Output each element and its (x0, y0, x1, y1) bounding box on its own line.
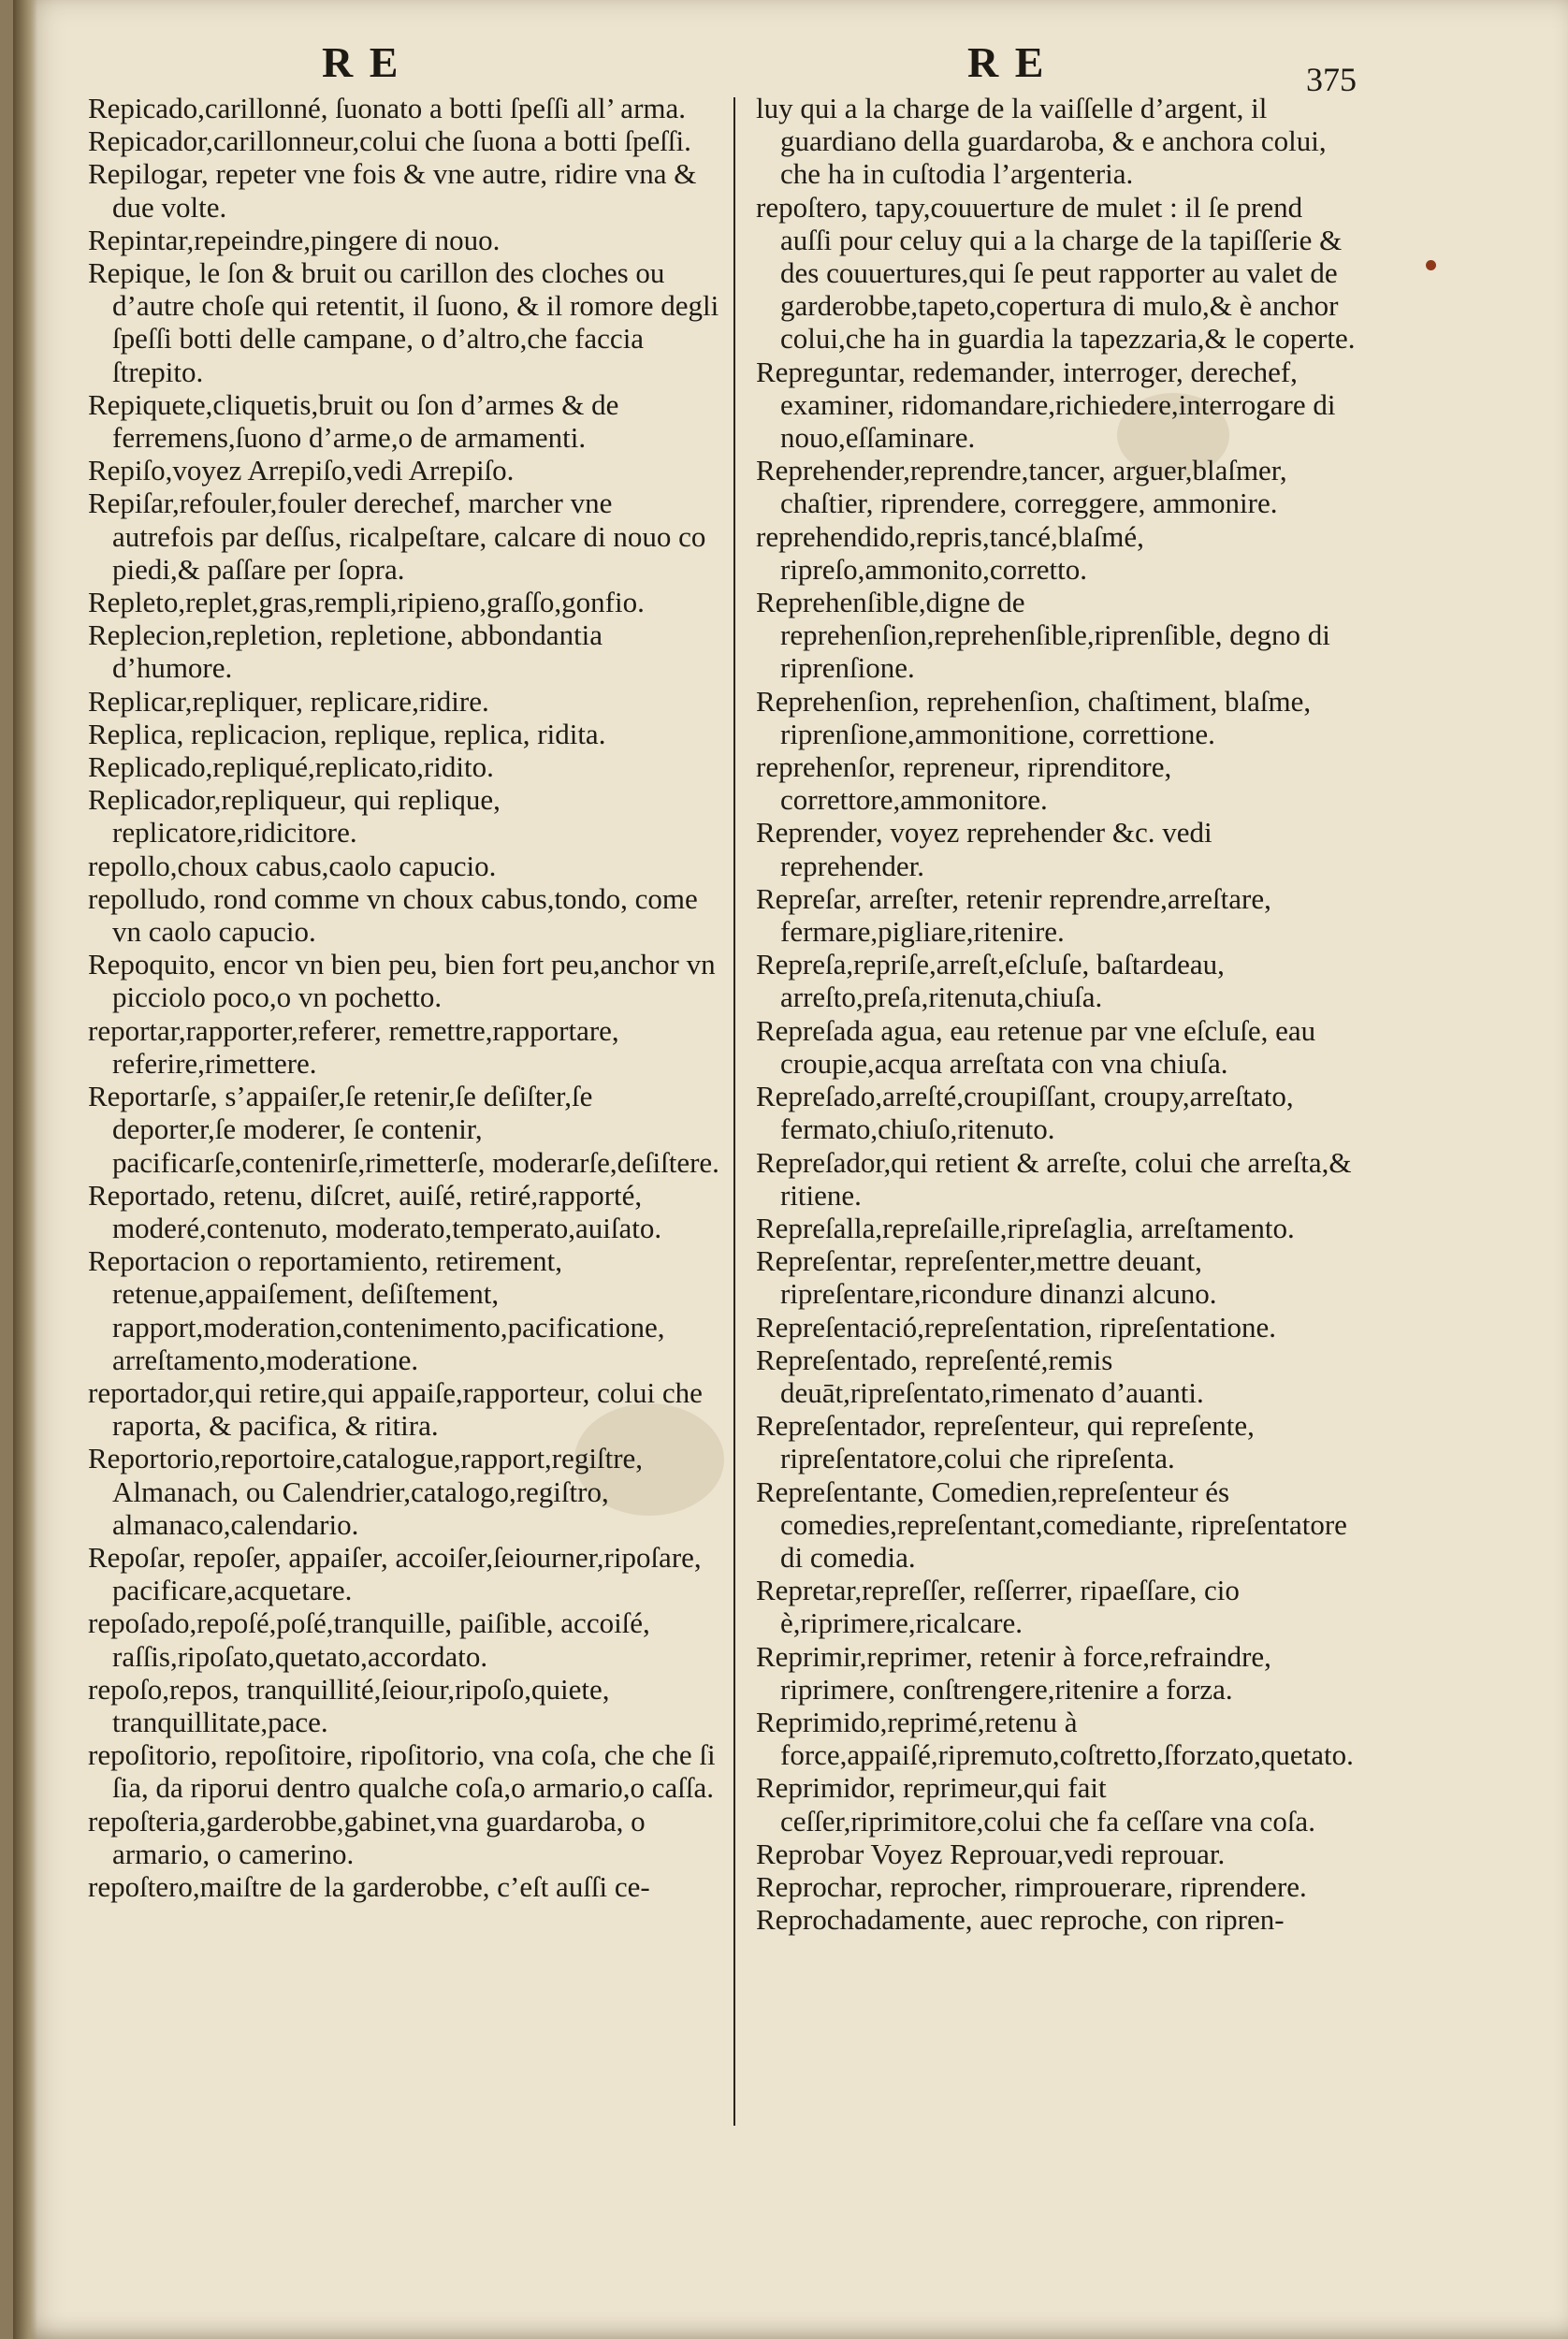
dictionary-entry: Reprehender,reprendre,tancer, arguer,blaſmer, chaſtier, riprendere, correggere, ammonire. (756, 454, 1287, 520)
dictionary-entry: Repintar,repeindre,pingere di nouo. (88, 223, 501, 256)
dictionary-entry: Reprimidor, reprimeur,qui fait ceſſer,riprimitore,colui che fa ceſſare vna coſa. (756, 1771, 1315, 1838)
dictionary-entry: repolludo, rond comme vn choux cabus,tondo, come vn caolo capucio. (88, 881, 698, 949)
book-spine-shadow (13, 0, 37, 2339)
dictionary-entry: Repreſar, arreſter, retenir reprendre,arreſtare, fermare,pigliare,ritenire. (756, 881, 1271, 949)
dictionary-entry: Replicado,repliqué,replicato,ridito. (88, 750, 494, 784)
dictionary-entry: Repicado,carillonné, ſuonato a botti ſpeſſi all’ arma. (88, 92, 687, 124)
dictionary-entry: Repiſar,refouler,fouler derechef, marcher vne autrefois par deſſus, ricalpeſtare, calcare di nouo co piedi,& paſſare per ſopra. (88, 487, 706, 586)
running-header-right: R E (967, 38, 1047, 86)
right-column (756, 92, 1357, 1936)
dictionary-entry: repoſo,repos, tranquillité,ſeiour,ripoſo,quiete, tranquillitate,pace. (88, 1672, 610, 1738)
page-number: 375 (1306, 61, 1357, 98)
dictionary-entry: Replecion,repletion, repletione, abbondantia d’humore. (88, 618, 603, 685)
dictionary-entry: Repoſar, repoſer, appaiſer, accoiſer,ſeiourner,ripoſare, pacificare,acquetare. (88, 1540, 702, 1607)
dictionary-entry: Repicador,carillonneur,colui che ſuona a botti ſpeſſi. (88, 124, 691, 158)
dictionary-entry: repoſtero,maiſtre de la garderobbe, c’eſt auſſi ce- (88, 1869, 650, 1903)
dictionary-entry: Reprobar Voyez Reprouar,vedi reprouar. (756, 1837, 1226, 1870)
dictionary-entry: Replica, replicacion, replique, replica, ridita. (88, 717, 606, 750)
dictionary-entry: Reprochadamente, auec reproche, con ripren- (756, 1903, 1285, 1937)
dictionary-entry: Repique, le ſon & bruit ou carillon des cloches ou d’autre choſe qui retentit, il ſuono, & il romore degli ſpeſſi botti delle campane, o d’altro,che faccia ſtrepito. (88, 256, 719, 388)
dictionary-entry: Repretar,repreſſer, reſſerrer, ripaeſſare, cio è,riprimere,ricalcare. (756, 1574, 1240, 1640)
dictionary-entry: Reprimido,reprimé,retenu à force,appaiſé,ripremuto,coſtretto,ſforzato,quetato. (756, 1705, 1354, 1772)
dictionary-entry: Repreſa,repriſe,arreſt,eſcluſe, baſtardeau, arreſto,preſa,ritenuta,chiuſa. (756, 948, 1225, 1014)
dictionary-entry: Repilogar, repeter vne fois & vne autre, ridire vna & due volte. (88, 157, 697, 224)
dictionary-entry: repoſado,repoſé,poſé,tranquille, paiſible, accoiſé, raſſis,ripoſato,quetato,accordato. (88, 1606, 650, 1673)
dictionary-entry: reportar,rapporter,referer, remettre,rapportare, referire,rimettere. (88, 1013, 619, 1080)
dictionary-entry: reprehenſor, repreneur, riprenditore, correttore,ammonitore. (756, 750, 1172, 817)
running-header-left: R E (322, 38, 401, 86)
dictionary-entry: Reprochar, reprocher, rimprouerare, riprendere. (756, 1869, 1307, 1903)
dictionary-entry: Reprimir,reprimer, retenir à force,refraindre, riprimere, conſtrengere,ritenire a forza. (756, 1639, 1271, 1706)
dictionary-entry: Repiſo,voyez Arrepiſo,vedi Arrepiſo. (88, 454, 515, 487)
dictionary-entry: Reportarſe, s’appaiſer,ſe retenir,ſe deſiſter,ſe deporter,ſe moderer, ſe contenir, pacificarſe,contenirſe,rimetterſe, moderarſe,deſiſtere. (88, 1080, 719, 1179)
dictionary-entry: Repreſentador, repreſenteur, qui repreſente, ripreſentatore,colui che ripreſenta. (756, 1409, 1255, 1475)
dictionary-entry: Repreſado,arreſté,croupiſſant, croupy,arreſtato, fermato,chiuſo,ritenuto. (756, 1080, 1294, 1146)
dictionary-entry: repoſitorio, repoſitoire, ripoſitorio, vna coſa, che che ſi ſia, da riporui dentro qualche coſa,o armario,o caſſa. (88, 1738, 716, 1805)
dictionary-entry: Repreſentar, repreſenter,mettre deuant, ripreſentare,ricondure dinanzi alcuno. (756, 1244, 1217, 1311)
left-column (88, 92, 720, 1903)
column-divider (733, 97, 735, 2126)
dictionary-entry: Repreſada agua, eau retenue par vne eſcluſe, eau croupie,acqua arreſtata con vna chiuſa. (756, 1013, 1316, 1080)
dictionary-entry: Repreguntar, redemander, interroger, derechef, examiner, ridomandare,richiedere,interrogare di nouo,eſſaminare. (756, 355, 1336, 455)
dictionary-entry: Repreſentado, repreſenté,remis deuāt,ripreſentato,rimenato d’auanti. (756, 1343, 1204, 1409)
dictionary-entry: Reportorio,reportoire,catalogue,rapport,regiſtre, Almanach, ou Calendrier,catalogo,regiſtro, almanaco,calendario. (88, 1442, 644, 1541)
dictionary-entry: Repreſentante, Comedien,repreſenteur és comedies,repreſentant,comediante, ripreſentatore di comedia. (756, 1475, 1347, 1574)
dictionary-entry: Repoquito, encor vn bien peu, bien fort peu,anchor vn picciolo poco,o vn pochetto. (88, 948, 716, 1014)
dictionary-entry: Replicador,repliqueur, qui replique, replicatore,ridicitore. (88, 783, 501, 850)
dictionary-entry: luy qui a la charge de la vaiſſelle d’argent, il guardiano della guardaroba, & e anchora colui, che ha in cuſtodia l’argenteria. (756, 92, 1327, 191)
dictionary-entry: reprehendido,repris,tancé,blaſmé, ripreſo,ammonito,corretto. (756, 519, 1144, 586)
dictionary-entry: repoſteria,garderobbe,gabinet,vna guardaroba, o armario, o camerino. (88, 1804, 646, 1870)
dictionary-entry: repollo,choux cabus,caolo capucio. (88, 849, 497, 882)
dictionary-entry: Repreſalla,repreſaille,ripreſaglia, arreſtamento. (756, 1211, 1295, 1244)
dictionary-entry: Reprehenſible,digne de reprehenſion,reprehenſible,riprenſible, degno di riprenſione. (756, 586, 1330, 685)
dictionary-entry: Repreſador,qui retient & arreſte, colui che arreſta,& ritiene. (756, 1145, 1352, 1212)
dictionary-entry: Repreſentació,repreſentation, ripreſentatione. (756, 1310, 1277, 1344)
ink-spot (1426, 260, 1436, 270)
dictionary-entry: reportador,qui retire,qui appaiſe,rapporteur, colui che raporta, & pacifica, & ritira. (88, 1375, 703, 1443)
dictionary-entry: Reprender, voyez reprehender &c. vedi reprehender. (756, 816, 1212, 882)
dictionary-entry: repoſtero, tapy,couuerture de mulet : il ſe prend auſſi pour celuy qui a la charge de la tapiſſerie & des couuertures,qui ſe peut rapporter au valet de garderobbe,tapeto,copertura di mulo,& è anchor colui,che ha in guardia la tapezzaria,& le coperte. (756, 190, 1356, 356)
dictionary-entry: Repleto,replet,gras,rempli,ripieno,graſſo,gonfio. (88, 586, 645, 619)
dictionary-entry: Replicar,repliquer, replicare,ridire. (88, 684, 489, 718)
dictionary-entry: Reportacion o reportamiento, retirement, retenue,appaiſement, deſiſtement, rapport,moderation,contenimento,pacificatione, arreſtamento,moderatione. (88, 1244, 665, 1376)
dictionary-entry: Repiquete,cliquetis,bruit ou ſon d’armes & de ferremens,ſuono d’arme,o de armamenti. (88, 387, 619, 455)
dictionary-entry: Reprehenſion, reprehenſion, chaſtiment, blaſme, riprenſione,ammonitione, correttione. (756, 684, 1312, 750)
dictionary-page (13, 0, 1568, 2339)
dictionary-entry: Reportado, retenu, diſcret, auiſé, retiré,rapporté, moderé,contenuto, moderato,temperato,auiſato. (88, 1178, 662, 1244)
